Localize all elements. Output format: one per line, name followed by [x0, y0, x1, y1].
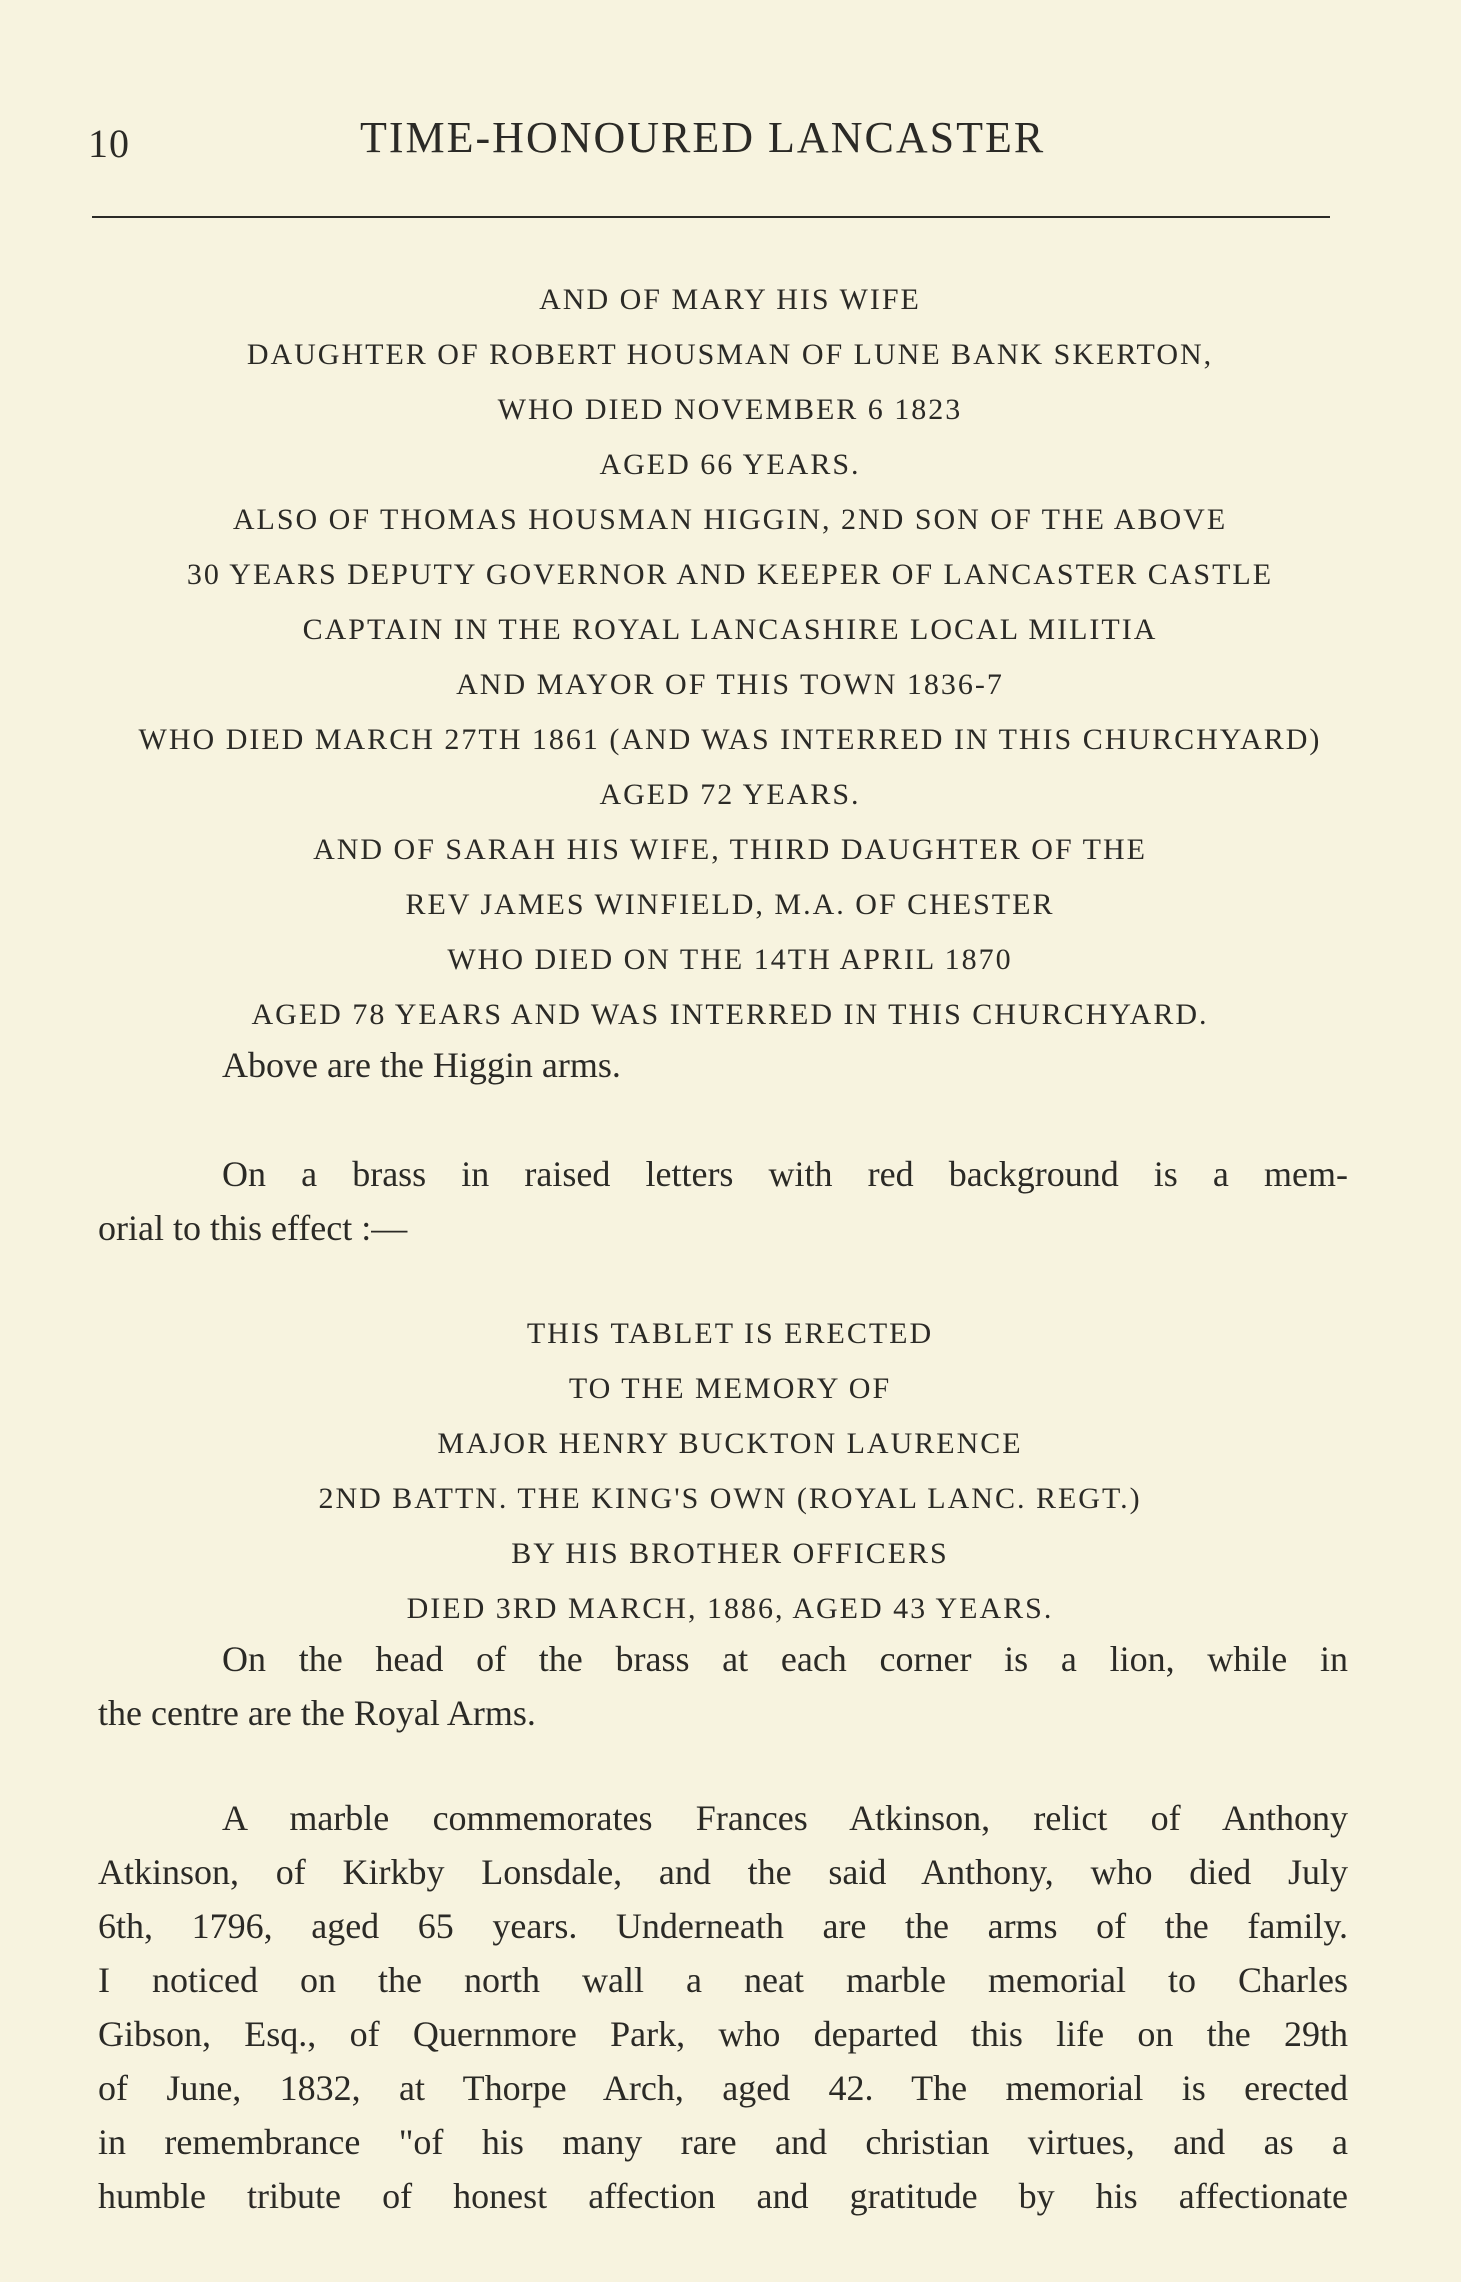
inscription-line: THIS TABLET IS ERECTED [526, 1317, 934, 1350]
page-number: 10 [88, 121, 130, 166]
inscription-line: DIED 3RD MARCH, 1886, AGED 43 YEARS. [406, 1592, 1054, 1625]
running-title: TIME-HONOURED LANCASTER [360, 113, 1046, 162]
paragraph-line: On the head of the brass at each corner is a lion, while in [222, 1639, 1348, 1679]
brass-description-paragraph [98, 1632, 1348, 1740]
inscription-line: AND OF MARY HIS WIFE [539, 283, 921, 316]
paragraph-line: 6th, 1796, aged 65 years. Underneath are the arms of the family. [98, 1906, 1348, 1946]
paragraph-line: humble tribute of honest affection and gratitude by his affectionate [98, 2176, 1348, 2216]
higgin-arms-note [98, 1038, 1348, 1092]
paragraph-line: Gibson, Esq., of Quernmore Park, who departed this life on the 29th [98, 2014, 1348, 2054]
paragraph-line: orial to this effect :— [98, 1208, 408, 1248]
laurence-tablet-inscription [80, 1306, 1380, 1636]
inscription-line: AGED 72 YEARS. [599, 778, 861, 811]
marble-memorials-paragraph [98, 1791, 1348, 2223]
inscription-line: BY HIS BROTHER OFFICERS [511, 1537, 949, 1570]
paragraph-line: of June, 1832, at Thorpe Arch, aged 42. The memorial is erected [98, 2068, 1348, 2108]
paragraph-line: the centre are the Royal Arms. [98, 1693, 536, 1733]
inscription-line: CAPTAIN IN THE ROYAL LANCASHIRE LOCAL MILITIA [302, 613, 1158, 646]
paragraph-line: A marble commemorates Frances Atkinson, relict of Anthony [222, 1798, 1348, 1838]
inscription-line: TO THE MEMORY OF [568, 1372, 892, 1405]
inscription-line: MAJOR HENRY BUCKTON LAURENCE [437, 1427, 1023, 1460]
inscription-line: 2ND BATTN. THE KING'S OWN (ROYAL LANC. REGT.) [318, 1482, 1142, 1515]
paragraph-line: Above are the Higgin arms. [222, 1045, 621, 1085]
inscription-line: WHO DIED NOVEMBER 6 1823 [497, 393, 963, 426]
inscription-line: WHO DIED MARCH 27TH 1861 (AND WAS INTERRED IN THIS CHURCHYARD) [138, 723, 1322, 756]
paragraph-line: I noticed on the north wall a neat marble memorial to Charles [98, 1960, 1348, 2000]
inscription-line: DAUGHTER OF ROBERT HOUSMAN OF LUNE BANK SKERTON, [246, 338, 1214, 371]
inscription-line: AND OF SARAH HIS WIFE, THIRD DAUGHTER OF THE [313, 833, 1147, 866]
inscription-line: WHO DIED ON THE 14TH APRIL 1870 [447, 943, 1013, 976]
inscription-line: AGED 66 YEARS. [599, 448, 861, 481]
higgin-inscription [80, 272, 1380, 1042]
inscription-line: AGED 78 YEARS AND WAS INTERRED IN THIS CHURCHYARD. [251, 998, 1209, 1031]
paragraph-line: On a brass in raised letters with red background is a mem- [222, 1154, 1348, 1194]
page-header [0, 112, 1461, 172]
paragraph-line: Atkinson, of Kirkby Lonsdale, and the said Anthony, who died July [98, 1852, 1348, 1892]
paragraph-line: in remembrance "of his many rare and christian virtues, and as a [98, 2122, 1348, 2162]
inscription-line: ALSO OF THOMAS HOUSMAN HIGGIN, 2ND SON OF THE ABOVE [232, 503, 1228, 536]
brass-intro-paragraph [98, 1147, 1348, 1255]
inscription-line: REV JAMES WINFIELD, M.A. OF CHESTER [405, 888, 1055, 921]
inscription-line: 30 YEARS DEPUTY GOVERNOR AND KEEPER OF LANCASTER CASTLE [186, 558, 1274, 591]
header-rule [92, 216, 1330, 218]
inscription-line: AND MAYOR OF THIS TOWN 1836-7 [456, 668, 1004, 701]
